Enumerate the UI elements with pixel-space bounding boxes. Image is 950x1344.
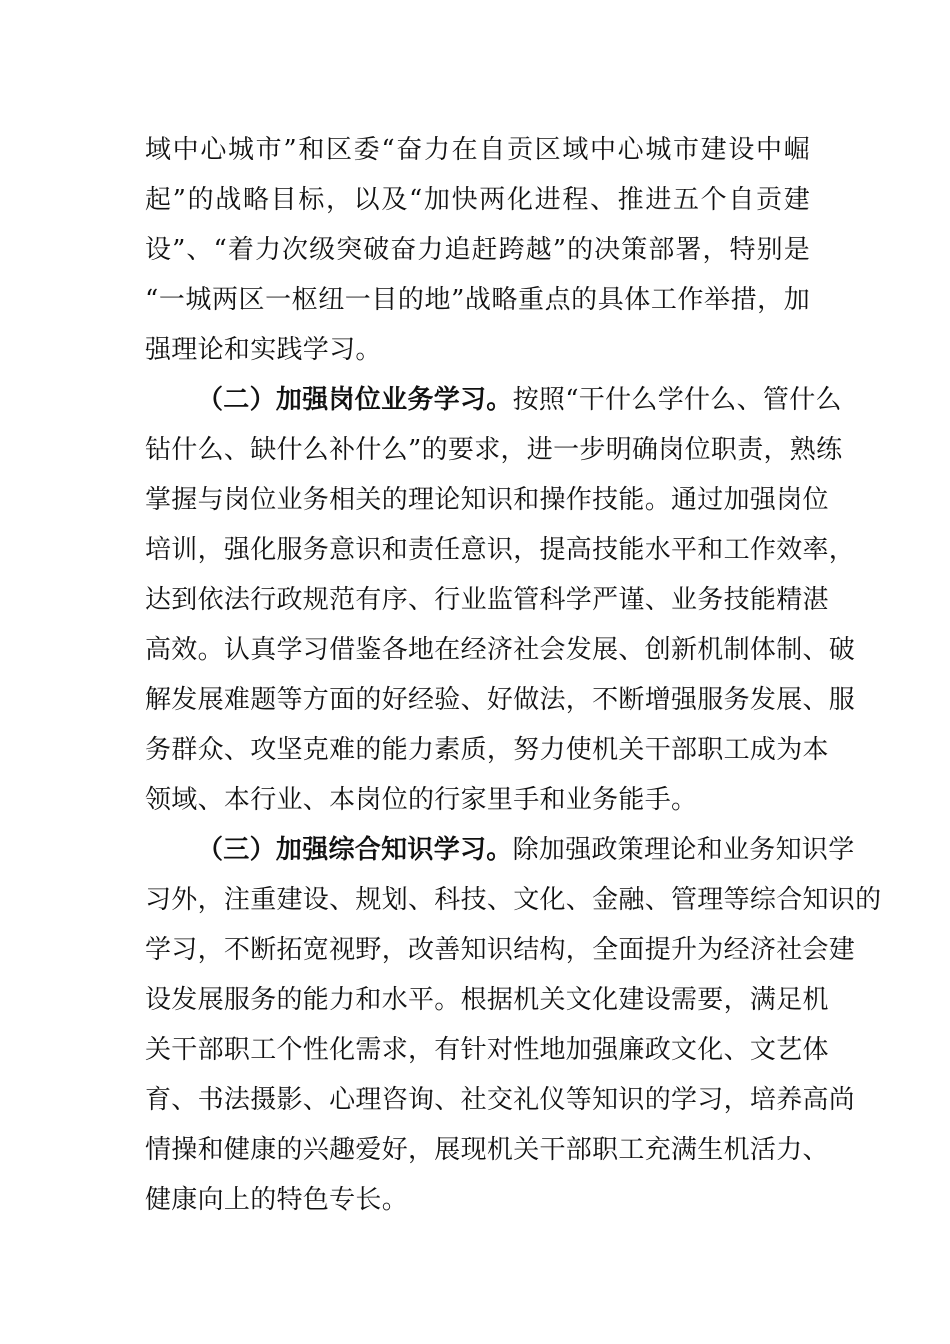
text-line: 掌握与岗位业务相关的理论知识和操作技能。通过加强岗位 xyxy=(145,485,829,515)
text-line: 健康向上的特色专长。 xyxy=(145,1185,409,1215)
text-line: 务群众、攻坚克难的能力素质，努力使机关干部职工成为本 xyxy=(145,735,829,765)
text-line: 设发展服务的能力和水平。根据机关文化建设需要，满足机 xyxy=(145,985,829,1015)
text-line: 育、书法摄影、心理咨询、社交礼仪等知识的学习，培养高尚 xyxy=(145,1085,856,1115)
text-line: 培训，强化服务意识和责任意识，提高技能水平和工作效率， xyxy=(145,535,856,565)
text-line: 学习，不断拓宽视野，改善知识结构，全面提升为经济社会建 xyxy=(145,935,856,965)
text-line: 达到依法行政规范有序、行业监管科学严谨、业务技能精湛 xyxy=(145,585,829,615)
text-line: 设”、“着力次级突破奋力追赶跨越”的决策部署，特别是 xyxy=(145,235,810,265)
text-line: 关干部职工个性化需求，有针对性地加强廉政文化、文艺体 xyxy=(145,1035,829,1065)
text-span: 按照“干什么学什么、管什么 xyxy=(512,385,842,415)
text-line: 钻什么、缺什么补什么”的要求，进一步明确岗位职责，熟练 xyxy=(145,435,843,465)
text-span: 除加强政策理论和业务知识学 xyxy=(512,835,855,865)
section-heading: （三）加强综合知识学习。 xyxy=(197,835,513,865)
section-heading: （二）加强岗位业务学习。 xyxy=(197,385,513,415)
text-line: 强理论和实践学习。 xyxy=(145,335,382,365)
text-line: 领域、本行业、本岗位的行家里手和业务能手。 xyxy=(145,785,698,815)
text-line: 解发展难题等方面的好经验、好做法，不断增强服务发展、服 xyxy=(145,685,856,715)
text-line: 起”的战略目标，以及“加快两化进程、推进五个自贡建 xyxy=(145,185,810,215)
paragraph-first-line xyxy=(197,380,842,420)
text-line: 情操和健康的兴趣爱好，展现机关干部职工充满生机活力、 xyxy=(145,1135,829,1165)
paragraph-first-line xyxy=(197,830,855,870)
text-line: 习外，注重建设、规划、科技、文化、金融、管理等综合知识的 xyxy=(145,885,882,915)
text-line: 高效。认真学习借鉴各地在经济社会发展、创新机制体制、破 xyxy=(145,635,856,665)
text-line: 域中心城市”和区委“奋力在自贡区域中心城市建设中崛 xyxy=(145,135,810,165)
text-line: “一城两区一枢纽一目的地”战略重点的具体工作举措，加 xyxy=(145,285,810,315)
